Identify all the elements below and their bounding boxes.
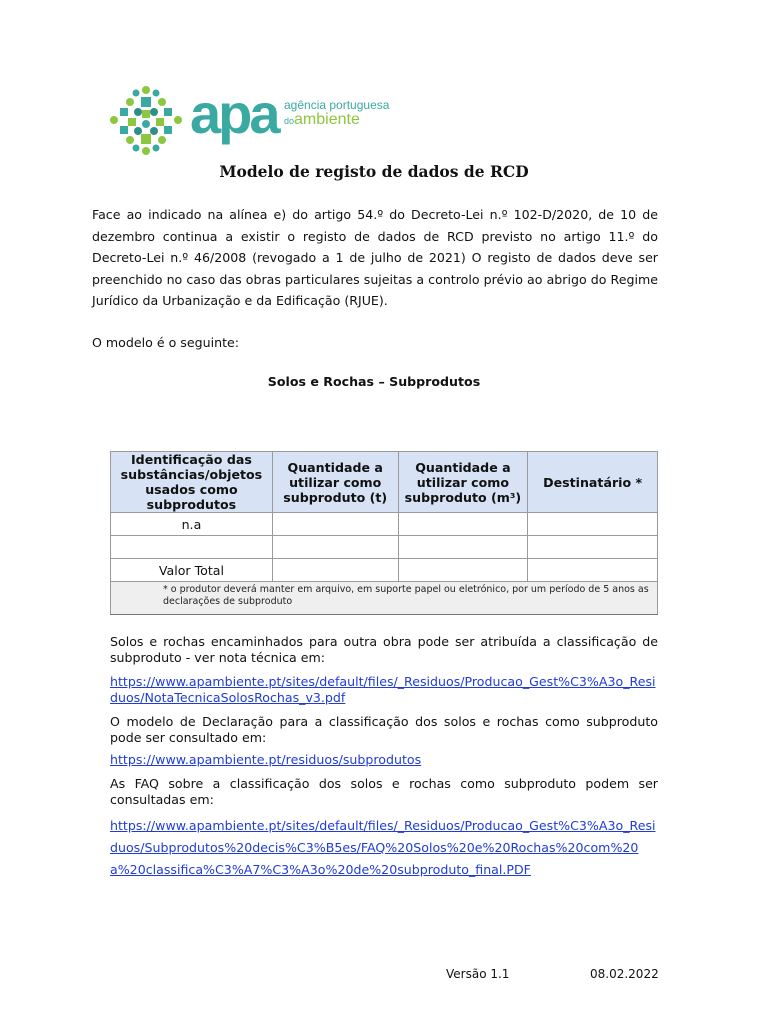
- table-cell: [528, 513, 658, 536]
- intro-paragraph: Face ao indicado na alínea e) do artigo 54.º do Decreto-Lei n.º 102-D/2020, de 10 de dezembro continua a existir o registo de dados de RCD previsto no artigo 11.º do Decreto-Lei n.º 46/2008 (revogado a 1 de julho de 2021) O registo de dados deve ser preenchido no caso das obras particulares sujeitas a controlo prévio ao abrigo do Regime Jurídico da Urbanização e da Edificação (RJUE).: [92, 207, 658, 308]
- link-nota-tecnica-container: [110, 674, 658, 706]
- table-header-cell: Quantidade a utilizar como subproduto (t): [272, 452, 398, 513]
- table-note-row: [111, 582, 658, 615]
- document-title: Modelo de registo de dados de RCD: [219, 162, 529, 181]
- apa-logo: [108, 82, 390, 156]
- link-subprodutos[interactable]: https://www.apambiente.pt/residuos/subprodutos: [110, 752, 422, 767]
- section-subtitle: Solos e Rochas – Subprodutos: [267, 374, 481, 389]
- table-row: [111, 559, 658, 582]
- link-faq-container: [110, 815, 658, 881]
- table-footnote: * o produtor deverá manter em arquivo, em suporte papel ou eletrónico, por um período de 5 anos as declarações de subproduto: [111, 582, 658, 615]
- subprodutos-table: [110, 451, 658, 615]
- table-cell: n.a: [111, 513, 273, 536]
- model-intro: O modelo é o seguinte:: [92, 335, 239, 350]
- footer-date: 08.02.2022: [590, 967, 659, 981]
- table-header-cell: Quantidade a utilizar como subproduto (m³): [398, 452, 528, 513]
- apa-emblem-icon: [108, 84, 184, 156]
- table-row: [111, 536, 658, 559]
- faq-paragraph: As FAQ sobre a classificação dos solos e rochas como subproduto podem ser consultadas em:: [110, 776, 658, 807]
- table-cell: [111, 536, 273, 559]
- table-cell: Valor Total: [111, 559, 273, 582]
- logo-line2-word: ambiente: [294, 111, 360, 128]
- link-nota-tecnica[interactable]: https://www.apambiente.pt/sites/default/files/_Residuos/Producao_Gest%C3%A3o_Residuos/NotaTecnicaSolosRochas_v3.pdf: [110, 674, 656, 705]
- logo-wordmark: apa: [190, 82, 278, 145]
- table-cell: [272, 559, 398, 582]
- footer-version: Versão 1.1: [446, 967, 510, 981]
- link-subprodutos-container: [110, 752, 658, 768]
- declaracao-paragraph: O modelo de Declaração para a classificação dos solos e rochas como subproduto pode ser consultado em:: [110, 714, 658, 745]
- logo-line1: agência portuguesa: [284, 98, 390, 112]
- solos-paragraph: Solos e rochas encaminhados para outra obra pode ser atribuída a classificação de subproduto - ver nota técnica em:: [110, 634, 658, 665]
- table-cell: [398, 536, 528, 559]
- logo-line2: [284, 111, 360, 129]
- table-cell: [398, 559, 528, 582]
- link-faq[interactable]: https://www.apambiente.pt/sites/default/files/_Residuos/Producao_Gest%C3%A3o_Residuos/Subprodutos%20decis%C3%B5es/FAQ%20Solos%20e%20Rochas%20com%20a%20classifica%C3%A7%C3%A3o%20de%20subproduto_final.PDF: [110, 818, 656, 877]
- table-cell: [528, 536, 658, 559]
- table-cell: [272, 513, 398, 536]
- table-header-cell: Identificação das substâncias/objetos usados como subprodutos: [111, 452, 273, 513]
- table-cell: [528, 559, 658, 582]
- table-row: [111, 513, 658, 536]
- table-cell: [398, 513, 528, 536]
- table-cell: [272, 536, 398, 559]
- table-header-cell: Destinatário *: [528, 452, 658, 513]
- table-header-row: [111, 452, 658, 513]
- logo-line2-prefix: do: [284, 116, 295, 126]
